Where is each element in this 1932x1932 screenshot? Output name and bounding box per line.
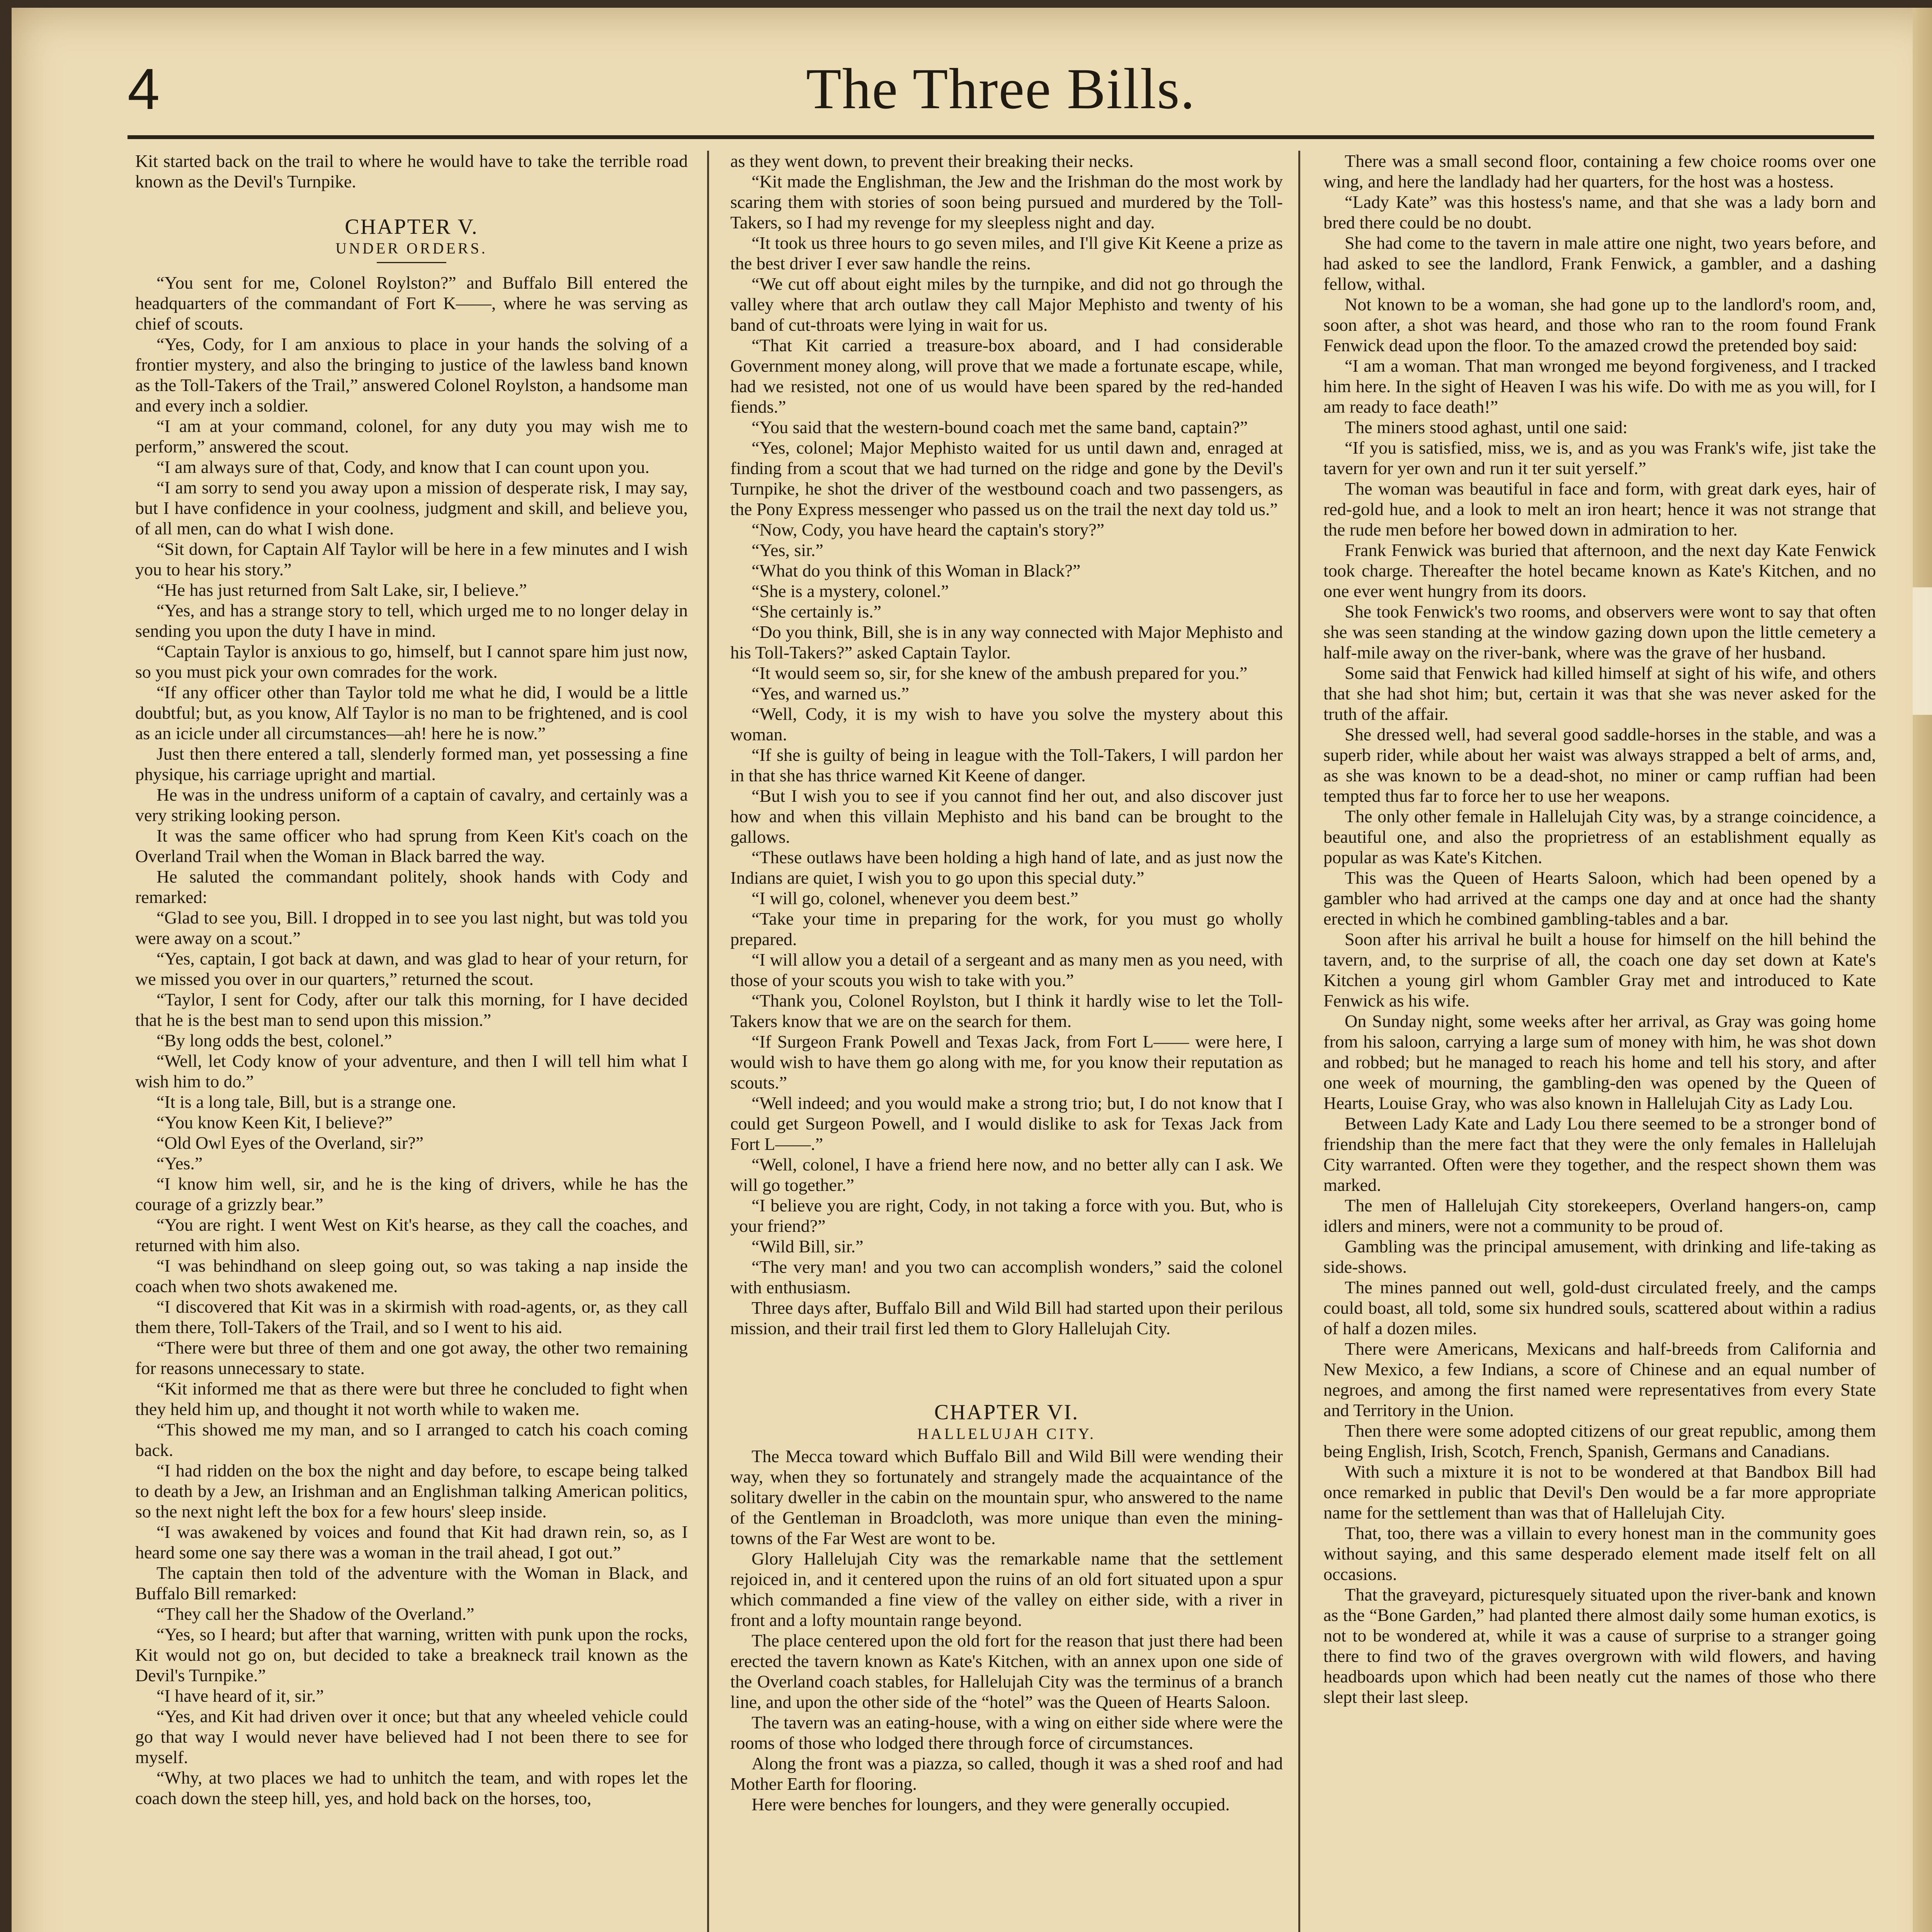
paragraph: “I have heard of it, sir.” [156, 1686, 324, 1706]
paragraph: “He has just returned from Salt Lake, sir, I believe.” [156, 580, 527, 600]
paragraph: Along the front was a piazza, so called, though it was a shed roof and had Mother Earth for flooring. [730, 1753, 1283, 1794]
paragraph: “It took us three hours to go seven miles, and I'll give Kit Keene a prize as the best driver I ever saw handle the reins. [730, 233, 1283, 273]
paragraph: “The very man! and you two can accomplish wonders,” said the colonel with enthusiasm. [730, 1257, 1283, 1297]
paragraph: “I know him well, sir, and he is the king of drivers, while he has the courage of a grizzly bear.” [135, 1174, 688, 1214]
paragraph: “I believe you are right, Cody, in not taking a force with you. But, who is your friend?” [730, 1196, 1283, 1236]
paragraph: The woman was beautiful in face and form, with great dark eyes, hair of red-gold hue, and a look to melt an iron heart; hence it was not strange that the rude men before her bowed down in admiration to her. [1323, 479, 1876, 539]
paragraph: “I will allow you a detail of a sergeant and as many men as you need, with those of your scouts you wish to take with you.” [730, 950, 1283, 990]
paragraph: The tavern was an eating-house, with a wing on either side where were the rooms of those who lodged there through force of circumstances. [730, 1713, 1283, 1753]
paragraph: “Yes, and has a strange story to tell, which urged me to no longer delay in sending you upon the duty I have in mind. [135, 600, 688, 641]
paragraph: She took Fenwick's two rooms, and observers were wont to say that often she was seen standing at the window gazing down upon the little cemetery a half-mile away on the river-bank, where was the grave of her husband. [1323, 602, 1876, 662]
paragraph: It was the same officer who had sprung from Keen Kit's coach on the Overland Trail when the Woman in Black barred the way. [135, 826, 688, 866]
paragraph: “Thank you, Colonel Roylston, but I think it hardly wise to let the Toll-Takers know that we are on the search for them. [730, 991, 1283, 1031]
paragraph: Gambling was the principal amusement, with drinking and life-taking as side-shows. [1323, 1236, 1876, 1277]
paragraph: The mines panned out well, gold-dust circulated freely, and the camps could boast, all told, some six hundred souls, scattered about within a radius of half a dozen miles. [1323, 1277, 1876, 1338]
chapter-heading: CHAPTER VI. [934, 1400, 1079, 1424]
paragraph: “It is a long tale, Bill, but is a strange one. [156, 1092, 456, 1112]
chapter-subtitle: HALLELUJAH CITY. [917, 1425, 1096, 1442]
paragraph: Just then there entered a tall, slenderly formed man, yet possessing a fine physique, his carriage upright and martial. [135, 744, 688, 784]
paragraph: “If Surgeon Frank Powell and Texas Jack, from Fort L—— were here, I would wish to have them go along with me, for you know their reputation as scouts.” [730, 1032, 1283, 1092]
paragraph: “I was behindhand on sleep going out, so was taking a nap inside the coach when two shots awakened me. [135, 1256, 688, 1296]
paragraph: “But I wish you to see if you cannot find her out, and also discover just how and when this villain Mephisto and his band can be brought to the gallows. [730, 786, 1283, 847]
paragraph: “I am a woman. That man wronged me beyond forgiveness, and I tracked him here. In the sight of Heaven I was his wife. Do with me as you will, for I am ready to face death!” [1323, 356, 1876, 417]
paragraph: “I discovered that Kit was in a skirmish with road-agents, or, as they call them there, Toll-Takers of the Trail, and so I went to his aid. [135, 1297, 688, 1337]
paragraph: There was a small second floor, containing a few choice rooms over one wing, and here the landlady had her quarters, for the host was a hostess. [1323, 151, 1876, 191]
paragraph: “Well, colonel, I have a friend here now, and no better ally can I ask. We will go together.” [730, 1155, 1283, 1195]
paragraph: “Take your time in preparing for the work, for you must go wholly prepared. [730, 909, 1283, 949]
paragraph: “Old Owl Eyes of the Overland, sir?” [156, 1133, 424, 1153]
column-1 [135, 151, 688, 1932]
paragraph: “She is a mystery, colonel.” [752, 581, 949, 601]
paragraph: “It would seem so, sir, for she knew of the ambush prepared for you.” [752, 663, 1248, 683]
paragraph: He was in the undress uniform of a captain of cavalry, and certainly was a very striking looking person. [135, 785, 688, 825]
paragraph: This was the Queen of Hearts Saloon, which had been opened by a gambler who had arrived at the camps one day and at once had the shanty erected in which he combined gambling-tables and a bar. [1323, 868, 1876, 929]
section-rule [377, 262, 446, 263]
page-title: The Three Bills. [806, 57, 1196, 121]
paragraph: Here were benches for loungers, and they were generally occupied. [752, 1794, 1230, 1814]
paragraph: “Captain Taylor is anxious to go, himself, but I cannot spare him just now, so you must pick your own comrades for the work. [135, 641, 688, 682]
paragraph: “You are right. I went West on Kit's hearse, as they call the coaches, and returned with him also. [135, 1215, 688, 1255]
paragraph: “I had ridden on the box the night and day before, to escape being talked to death by a Jew, an Irishman and an Englishman talking American politics, so the next night left the box for a few hours' sleep inside. [135, 1461, 688, 1521]
paragraph: “I am at your command, colonel, for any duty you may wish me to perform,” answered the scout. [135, 416, 688, 456]
page-number: 4 [128, 56, 160, 121]
paragraph: “Well, let Cody know of your adventure, and then I will tell him what I wish him to do.” [135, 1051, 688, 1091]
paragraph: “That Kit carried a treasure-box aboard, and I had considerable Government money along, will prove that we made a fortunate escape, while, had we resisted, not one of us would have been spared by the red-handed fiends.” [730, 335, 1283, 417]
paragraph: “You said that the western-bound coach met the same band, captain?” [752, 417, 1248, 437]
paragraph: “You sent for me, Colonel Roylston?” and Buffalo Bill entered the headquarters of the commandant of Fort K——, where he was serving as chief of scouts. [135, 273, 688, 333]
paragraph: as they went down, to prevent their breaking their necks. [730, 151, 1134, 171]
header-rule [128, 135, 1874, 139]
paragraph: With such a mixture it is not to be wondered at that Bandbox Bill had once remarked in public that Devil's Den would be a far more appropriate name for the settlement than was that of Hallelujah City. [1323, 1462, 1876, 1522]
paragraph: Three days after, Buffalo Bill and Wild Bill had started upon their perilous mission, and their trail first led them to Glory Hallelujah City. [730, 1298, 1283, 1338]
paragraph: “Sit down, for Captain Alf Taylor will be here in a few minutes and I wish you to hear his story.” [135, 539, 688, 579]
column-2 [730, 151, 1283, 1932]
paragraph: “We cut off about eight miles by the turnpike, and did not go through the valley where that arch outlaw they call Major Mephisto and twenty of his band of cut-throats were lying in wait for us. [730, 274, 1283, 335]
paragraph: “Lady Kate” was this hostess's name, and that she was a lady born and bred there could be no doubt. [1323, 192, 1876, 232]
paragraph: “Wild Bill, sir.” [752, 1236, 864, 1256]
chapter-heading: CHAPTER V. [345, 215, 478, 239]
paragraph: “Now, Cody, you have heard the captain's story?” [752, 520, 1105, 539]
paragraph: “Yes, captain, I got back at dawn, and was glad to hear of your return, for we missed you over in our quarters,” returned the scout. [135, 949, 688, 989]
paragraph: “Do you think, Bill, she is in any way connected with Major Mephisto and his Toll-Takers?” asked Captain Taylor. [730, 622, 1283, 662]
paragraph: “Yes, sir.” [752, 540, 823, 560]
paragraph: “Taylor, I sent for Cody, after our talk this morning, for I have decided that he is the best man to send upon this mission.” [135, 990, 688, 1030]
paragraph: Kit started back on the trail to where he would have to take the terrible road known as the Devil's Turnpike. [135, 151, 688, 191]
paragraph: Between Lady Kate and Lady Lou there seemed to be a stronger bond of friendship than the mere fact that they were the only females in Hallelujah City warranted. Often were they together, and the respect shown them was marked. [1323, 1114, 1876, 1195]
column-divider [1298, 151, 1300, 1932]
paragraph: “I was awakened by voices and found that Kit had drawn rein, so, as I heard some one say there was a woman in the trail ahead, I got out.” [135, 1522, 688, 1562]
paragraph: The place centered upon the old fort for the reason that just there had been erected the tavern known as Kate's Kitchen, with an annex upon one side of the Overland coach stables, for Hallelujah City was the terminus of a branch line, and upon the other side of the “hotel” was the Queen of Hearts Saloon. [730, 1631, 1283, 1712]
paragraph: She dressed well, had several good saddle-horses in the stable, and was a superb rider, while about her waist was always strapped a belt of arms, and, as she was known to be a dead-shot, no miner or camp ruffian had been tempted thus far to force her to use her weapons. [1323, 724, 1876, 806]
paragraph: The Mecca toward which Buffalo Bill and Wild Bill were wending their way, when they so fortunately and strangely made the acquaintance of the solitary dweller in the cabin on the mountain spur, who answered to the name of the Gentleman in Broadcloth, was more unique than even the mining-towns of the Far West are wont to be. [730, 1446, 1283, 1548]
paragraph: “Well indeed; and you would make a strong trio; but, I do not know that I could get Surgeon Powell, and I would dislike to ask for Texas Jack from Fort L——.” [730, 1093, 1283, 1154]
paragraph: The captain then told of the adventure with the Woman in Black, and Buffalo Bill remarked: [135, 1563, 688, 1603]
paragraph: There were Americans, Mexicans and half-breeds from California and New Mexico, a few Indians, a score of Chinese and an equal number of negroes, and among the first named were representatives from every State and Territory in the Union. [1323, 1339, 1876, 1420]
paragraph: Some said that Fenwick had killed himself at sight of his wife, and others that she had shot him; but, certain it was that she was never asked for the truth of the affair. [1323, 663, 1876, 724]
paragraph: “They call her the Shadow of the Overland.” [156, 1604, 474, 1624]
paragraph: That, too, there was a villain to every honest man in the community goes without saying, and this same desperado element made itself felt on all occasions. [1323, 1523, 1876, 1584]
paragraph: “Glad to see you, Bill. I dropped in to see you last night, but was told you were away on a scout.” [135, 908, 688, 948]
paragraph: “This showed me my man, and so I arranged to catch his coach coming back. [135, 1420, 688, 1460]
paragraph: On Sunday night, some weeks after her arrival, as Gray was going home from his saloon, carrying a large sum of money with him, he was shot down and robbed; but he managed to reach his home and tell his story, and after one week of mourning, the gambling-den was opened by the Queen of Hearts, Louise Gray, who was also known in Hallelujah City as Lady Lou. [1323, 1011, 1876, 1113]
paragraph: “Yes, and Kit had driven over it once; but that any wheeled vehicle could go that way I would never have believed had I not been there to see for myself. [135, 1706, 688, 1767]
paragraph: Glory Hallelujah City was the remarkable name that the settlement rejoiced in, and it centered upon the ruins of an old fort situated upon a spur which commanded a fine view of the valley on either side, with a river in front and a lofty mountain range beyond. [730, 1549, 1283, 1630]
column-3 [1323, 151, 1876, 1932]
paragraph: Not known to be a woman, she had gone up to the landlord's room, and, soon after, a shot was heard, and those who ran to the room found Frank Fenwick dead upon the floor. To the amazed crowd the pretended boy said: [1323, 294, 1876, 355]
paragraph: “I am always sure of that, Cody, and know that I can count upon you. [156, 457, 650, 477]
paragraph: “She certainly is.” [752, 602, 881, 621]
paragraph: That the graveyard, picturesquely situated upon the river-bank and known as the “Bone Garden,” had planted there almost daily some human exotics, is not to be wondered at, while it was a cause of surprise to a stranger going there to find two of the graves overgrown with wild flowers, and having headboards upon which had been neatly cut the names of those who there slept their last sleep. [1323, 1585, 1876, 1707]
binding-edge [1913, 8, 1932, 1932]
paragraph: “Kit informed me that as there were but three he concluded to fight when they held him up, and thought it not worth while to waken me. [135, 1379, 688, 1419]
paragraph: Frank Fenwick was buried that afternoon, and the next day Kate Fenwick took charge. Thereafter the hotel became known as Kate's Kitchen, and no one ever went hungry from its doors. [1323, 540, 1876, 601]
paragraph: “Yes, colonel; Major Mephisto waited for us until dawn and, enraged at finding from a scout that we had turned on the ridge and gone by the Devil's Turnpike, he shot the driver of the westbound coach and two passengers, as the Pony Express messenger who passed us on the trail the next day told us.” [730, 438, 1283, 519]
chapter-subtitle: UNDER ORDERS. [335, 240, 488, 257]
paragraph: “Yes, so I heard; but after that warning, written with punk upon the rocks, Kit would not go on, but decided to take a breakneck trail known as the Devil's Turnpike.” [135, 1624, 688, 1685]
paragraph: “By long odds the best, colonel.” [156, 1031, 392, 1050]
paragraph: “These outlaws have been holding a high hand of late, and as just now the Indians are quiet, I wish you to go upon this special duty.” [730, 847, 1283, 888]
paragraph: She had come to the tavern in male attire one night, two years before, and had asked to see the landlord, Frank Fenwick, a gambler, and a dashing fellow, withal. [1323, 233, 1876, 294]
paragraph: Then there were some adopted citizens of our great republic, among them being English, Irish, Scotch, French, Spanish, Germans and Canadians. [1323, 1421, 1876, 1461]
column-divider [707, 151, 709, 1932]
paragraph: “If any officer other than Taylor told me what he did, I would be a little doubtful; but, as you know, Alf Taylor is no man to be frightened, and is cool as an icicle under all circumstances—ah! here he is now.” [135, 682, 688, 743]
paragraph: The men of Hallelujah City storekeepers, Overland hangers-on, camp idlers and miners, were not a community to be proud of. [1323, 1196, 1876, 1236]
paragraph: “Yes.” [156, 1153, 203, 1173]
paragraph: “I will go, colonel, whenever you deem best.” [752, 888, 1078, 908]
paragraph: “Why, at two places we had to unhitch the team, and with ropes let the coach down the steep hill, yes, and hold back on the horses, too, [135, 1768, 688, 1808]
paragraph: “What do you think of this Woman in Black?” [752, 561, 1081, 580]
paragraph: Soon after his arrival he built a house for himself on the hill behind the tavern, and, to the surprise of all, the coach one day set down at Kate's Kitchen a young girl whom Gambler Gray met and introduced to Kate Fenwick as his wife. [1323, 929, 1876, 1010]
paragraph: “If you is satisfied, miss, we is, and as you was Frank's wife, jist take the tavern for yer own and run it ter suit yerself.” [1323, 438, 1876, 478]
page-header [128, 50, 1874, 135]
tape-strip [1913, 587, 1932, 715]
paragraph: “Kit made the Englishman, the Jew and the Irishman do the most work by scaring them with stories of soon being pursued and murdered by the Toll-Takers, so I had my revenge for my sleepless night and day. [730, 172, 1283, 232]
paragraph: “Well, Cody, it is my wish to have you solve the mystery about this woman. [730, 704, 1283, 744]
paragraph: The only other female in Hallelujah City was, by a strange coincidence, a beautiful one, and also the proprietress of an establishment equally as popular as was Kate's Kitchen. [1323, 806, 1876, 867]
paragraph: The miners stood aghast, until one said: [1345, 417, 1628, 437]
paragraph: “You know Keen Kit, I believe?” [156, 1112, 393, 1132]
paragraph: He saluted the commandant politely, shook hands with Cody and remarked: [135, 867, 688, 907]
paragraph: “I am sorry to send you away upon a mission of desperate risk, I may say, but I have confidence in your coolness, judgment and skill, and believe you, of all men, can do what I wish done. [135, 478, 688, 538]
paragraph: “Yes, and warned us.” [752, 684, 909, 703]
newspaper-page [12, 8, 1932, 1932]
paragraph: “There were but three of them and one got away, the other two remaining for reasons unnecessary to state. [135, 1338, 688, 1378]
paragraph: “Yes, Cody, for I am anxious to place in your hands the solving of a frontier mystery, and also the bringing to justice of the lawless band known as the Toll-Takers of the Trail,” answered Colonel Roylston, a handsome man and every inch a soldier. [135, 334, 688, 415]
paragraph: “If she is guilty of being in league with the Toll-Takers, I will pardon her in that she has thrice warned Kit Keene of danger. [730, 745, 1283, 785]
